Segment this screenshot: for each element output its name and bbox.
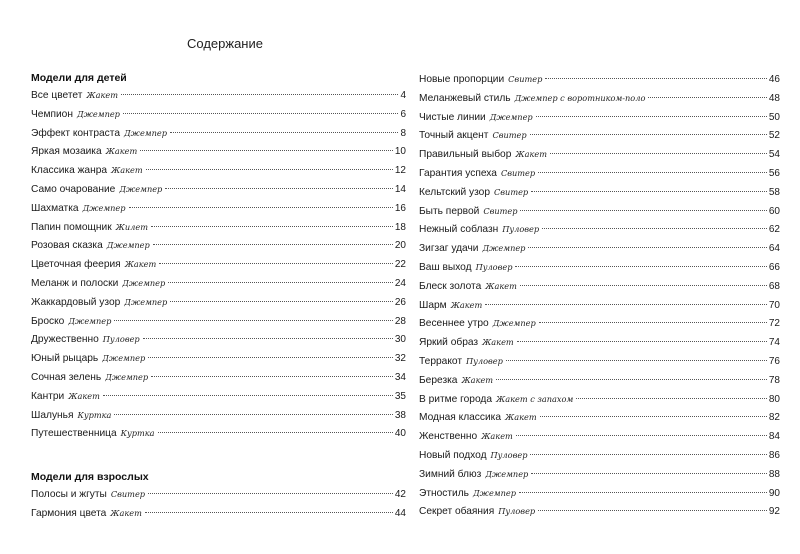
entry-title: Шарм (419, 299, 447, 311)
entry-garment-type: Свитер (494, 186, 529, 197)
contents-column-right (419, 70, 780, 521)
dot-leader (538, 171, 767, 173)
dot-leader (148, 492, 393, 494)
toc-entry[interactable] (419, 371, 780, 390)
toc-entry[interactable] (419, 108, 780, 127)
dot-leader (158, 431, 393, 433)
dot-leader (520, 209, 766, 211)
entry-garment-type: Жакет (111, 165, 143, 176)
entry-title: Модная классика (419, 412, 502, 424)
entry-page-number: 46 (768, 74, 780, 85)
toc-entry[interactable] (419, 484, 780, 503)
entry-garment-type: Жакет (68, 390, 100, 401)
toc-entry[interactable] (31, 142, 406, 161)
entry-garment-type: Жакет (482, 337, 514, 348)
entry-garment-type: Свитер (483, 205, 518, 216)
entry-page-number: 58 (768, 186, 780, 198)
toc-entry[interactable] (31, 218, 406, 237)
toc-entry[interactable] (31, 387, 406, 406)
dot-leader (531, 472, 767, 474)
page-title: Содержание (187, 36, 263, 51)
entry-page-number: 18 (394, 221, 406, 233)
entry-title: Меланжевый стиль (419, 92, 511, 104)
toc-entry[interactable] (31, 424, 406, 443)
entry-title: Зимний блюз (419, 468, 482, 480)
entry-title: Терракот (419, 355, 462, 367)
entry-title: Ваш выход (419, 261, 472, 273)
entry-garment-type: Жакет (124, 259, 157, 270)
toc-entry[interactable] (419, 70, 780, 89)
entry-page-number: 34 (394, 371, 406, 383)
dot-leader (146, 168, 393, 170)
dot-leader (515, 265, 766, 267)
toc-entry[interactable] (419, 465, 780, 484)
entry-garment-type: Пуловер (490, 449, 528, 460)
dot-leader (542, 227, 767, 229)
entry-title: Новый подход (419, 449, 487, 461)
entry-title: В ритме города (419, 393, 493, 405)
entry-title: Кантри (31, 390, 65, 402)
dot-leader (148, 356, 393, 358)
toc-entry[interactable] (419, 277, 780, 296)
entry-garment-type: Жакет (485, 280, 517, 291)
toc-entry[interactable] (31, 236, 406, 255)
entry-title: Точный акцент (419, 130, 489, 142)
entry-title: Юный рыцарь (31, 353, 99, 365)
entry-page-number: 72 (768, 318, 780, 330)
entry-garment-type: Джемпер (105, 371, 149, 382)
entry-page-number: 56 (768, 167, 780, 179)
toc-entry[interactable] (31, 312, 406, 331)
dot-leader (528, 246, 766, 248)
entry-garment-type: Джемпер (482, 243, 526, 254)
dot-leader (530, 453, 766, 455)
entry-title: Зигзаг удачи (419, 243, 479, 255)
toc-entry[interactable] (419, 408, 780, 427)
toc-entry[interactable] (31, 504, 406, 523)
entry-page-number: 90 (768, 487, 780, 499)
entry-page-number: 60 (768, 205, 780, 217)
entry-garment-type: Джемпер (124, 296, 168, 307)
entry-title: Путешественница (31, 428, 117, 440)
entry-garment-type: Пуловер (466, 355, 503, 366)
entry-title: Цветочная феерия (31, 259, 121, 271)
entry-title: Этностиль (419, 487, 469, 499)
toc-entry[interactable] (419, 145, 780, 164)
toc-entry[interactable] (419, 220, 780, 239)
dot-leader (648, 96, 767, 98)
dot-leader (506, 359, 767, 361)
entry-title: Само очарование (31, 183, 116, 195)
entry-page-number: 80 (768, 393, 780, 405)
entry-page-number: 28 (394, 315, 406, 327)
entry-title: Секрет обаяния (419, 506, 495, 518)
entry-title: Броско (31, 315, 65, 327)
entry-title: Классика жанра (31, 165, 108, 177)
entry-page-number: 26 (394, 296, 406, 308)
entry-title: Кельтский узор (419, 186, 491, 198)
dot-leader (129, 206, 393, 208)
toc-entry[interactable] (31, 406, 406, 425)
entry-title: Дружественно (31, 334, 99, 346)
entry-page-number: 16 (394, 202, 406, 214)
dot-leader (530, 133, 767, 135)
entry-title: Все цветет (31, 90, 83, 101)
dot-leader (123, 112, 399, 114)
entry-page-number: 70 (768, 299, 780, 311)
entry-garment-type: Джемпер с воротником-поло (514, 92, 646, 103)
entry-title: Правильный выбор (419, 149, 512, 161)
entry-garment-type: Свитер (500, 167, 536, 178)
contents-list-adults (31, 485, 406, 523)
toc-entry[interactable] (419, 352, 780, 371)
entry-garment-type: Джемпер (102, 353, 146, 364)
entry-garment-type: Жакет (505, 412, 537, 423)
entry-title: Чистые линии (419, 111, 486, 123)
entry-page-number: 52 (768, 130, 780, 142)
entry-page-number: 42 (394, 489, 406, 501)
entry-page-number: 30 (394, 334, 406, 346)
entry-page-number: 84 (768, 431, 780, 443)
entry-garment-type: Жакет (461, 374, 494, 385)
dot-leader (114, 413, 393, 415)
contents-list-right (419, 70, 780, 521)
toc-entry[interactable] (31, 485, 406, 504)
toc-entry[interactable] (31, 105, 406, 124)
dot-leader (538, 509, 767, 511)
entry-title: Сочная зелень (31, 371, 102, 383)
entry-page-number: 44 (394, 507, 406, 519)
entry-page-number: 66 (768, 261, 780, 273)
entry-title: Полосы и жгуты (31, 489, 107, 501)
entry-garment-type: Жакет (515, 149, 547, 160)
toc-entry[interactable] (31, 161, 406, 180)
dot-leader (496, 378, 767, 380)
toc-entry[interactable] (31, 124, 406, 143)
entry-page-number: 76 (768, 355, 780, 367)
toc-entry[interactable] (419, 239, 780, 258)
entry-title: Березка (419, 374, 458, 386)
dot-leader (145, 511, 393, 513)
entry-garment-type: Жакет (105, 146, 138, 157)
entry-page-number: 40 (394, 428, 406, 440)
toc-entry[interactable] (419, 296, 780, 315)
dot-leader (550, 152, 767, 154)
entry-garment-type: Жакет (481, 431, 513, 442)
entry-title: Яркий образ (419, 337, 479, 349)
entry-title: Шалунья (31, 409, 74, 421)
dot-leader (159, 262, 393, 264)
toc-entry[interactable] (419, 427, 780, 446)
dot-leader (576, 397, 767, 399)
toc-entry[interactable] (31, 180, 406, 199)
entry-title: Блеск золота (419, 280, 482, 292)
entry-page-number: 74 (768, 337, 780, 349)
entry-garment-type: Жакет (86, 90, 118, 100)
entry-page-number: 4 (400, 90, 406, 101)
entry-page-number: 50 (768, 111, 780, 123)
entry-title: Шахматка (31, 202, 79, 214)
dot-leader (485, 303, 767, 305)
entry-garment-type: Джемпер (82, 202, 126, 213)
dot-leader (143, 337, 393, 339)
entry-page-number: 64 (768, 243, 780, 255)
entry-title: Весеннее утро (419, 318, 489, 330)
entry-page-number: 14 (394, 183, 406, 195)
entry-page-number: 68 (768, 280, 780, 292)
toc-entry[interactable] (31, 199, 406, 218)
entry-garment-type: Жакет (110, 507, 142, 518)
entry-page-number: 88 (768, 468, 780, 480)
toc-entry[interactable] (419, 502, 780, 521)
entry-page-number: 20 (394, 240, 406, 252)
dot-leader (170, 300, 393, 302)
toc-entry[interactable] (419, 446, 780, 465)
section-title-adults: Модели для взрослых (31, 471, 149, 484)
entry-title: Розовая сказка (31, 240, 103, 252)
entry-title: Жаккардовый узор (31, 296, 121, 308)
entry-garment-type: Джемпер (106, 240, 150, 251)
toc-entry[interactable] (31, 293, 406, 312)
dot-leader (151, 375, 393, 377)
entry-garment-type: Джемпер (122, 277, 166, 288)
dot-leader (121, 93, 398, 95)
toc-entry[interactable] (419, 390, 780, 409)
entry-page-number: 92 (768, 506, 780, 518)
entry-title: Женственно (419, 431, 478, 443)
entry-garment-type: Свитер (110, 489, 146, 500)
dot-leader (151, 225, 393, 227)
entry-page-number: 32 (394, 353, 406, 365)
dot-leader (519, 491, 767, 493)
section-title-kids: Модели для детей (31, 72, 127, 84)
dot-leader (520, 284, 767, 286)
entry-page-number: 6 (400, 108, 406, 120)
toc-entry[interactable] (31, 330, 406, 349)
entry-page-number: 8 (400, 127, 406, 139)
dot-leader (540, 415, 767, 417)
entry-page-number: 62 (768, 224, 780, 236)
toc-entry[interactable] (31, 274, 406, 293)
entry-title: Нежный соблазн (419, 224, 499, 236)
dot-leader (114, 319, 393, 321)
entry-title: Папин помощник (31, 221, 112, 233)
entry-garment-type: Джемпер (124, 127, 167, 138)
entry-page-number: 10 (394, 146, 406, 158)
toc-entry[interactable] (419, 89, 780, 108)
entry-garment-type: Джемпер (485, 468, 529, 479)
entry-garment-type: Джемпер (76, 108, 120, 119)
entry-garment-type: Джемпер (492, 318, 536, 329)
entry-title: Яркая мозаика (31, 146, 102, 158)
entry-page-number: 35 (394, 390, 406, 402)
entry-garment-type: Свитер (492, 130, 527, 141)
toc-entry[interactable] (419, 258, 780, 277)
contents-list-kids (31, 86, 406, 443)
toc-entry[interactable] (419, 202, 780, 221)
dot-leader (153, 243, 393, 245)
entry-garment-type: Куртка (120, 428, 155, 439)
dot-leader (165, 187, 393, 189)
toc-entry[interactable] (419, 126, 780, 145)
entry-garment-type: Свитер (508, 74, 543, 84)
entry-page-number: 38 (394, 409, 406, 421)
dot-leader (539, 321, 767, 323)
toc-entry[interactable] (31, 86, 406, 105)
dot-leader (545, 77, 767, 79)
dot-leader (103, 394, 393, 396)
contents-column-left (31, 70, 406, 523)
toc-entry[interactable] (419, 314, 780, 333)
entry-page-number: 78 (768, 374, 780, 386)
toc-entry[interactable] (31, 349, 406, 368)
entry-page-number: 86 (768, 449, 780, 461)
entry-page-number: 54 (768, 149, 780, 161)
entry-title: Гарантия успеха (419, 167, 497, 179)
entry-garment-type: Джемпер (489, 111, 533, 122)
toc-entry[interactable] (31, 368, 406, 387)
entry-title: Гармония цвета (31, 507, 107, 519)
entry-garment-type: Джемпер (68, 315, 112, 326)
dot-leader (140, 149, 393, 151)
entry-garment-type: Куртка (77, 409, 112, 420)
entry-page-number: 82 (768, 412, 780, 424)
entry-title: Быть первой (419, 205, 480, 217)
dot-leader (516, 434, 767, 436)
entry-title: Новые пропорции (419, 74, 505, 85)
entry-garment-type: Джемпер (472, 487, 516, 498)
entry-garment-type: Пуловер (502, 224, 540, 235)
toc-entry[interactable] (31, 255, 406, 274)
entry-garment-type: Пуловер (475, 261, 513, 272)
dot-leader (531, 190, 767, 192)
entry-page-number: 12 (394, 165, 406, 177)
entry-title: Меланж и полоски (31, 277, 119, 289)
dot-leader (536, 115, 767, 117)
entry-garment-type: Жилет (115, 221, 148, 232)
toc-entry[interactable] (419, 183, 780, 202)
entry-garment-type: Пуловер (498, 506, 536, 517)
entry-garment-type: Жакет с запахом (496, 393, 574, 404)
dot-leader (517, 340, 767, 342)
dot-leader (170, 131, 398, 133)
entry-page-number: 48 (768, 92, 780, 104)
entry-garment-type: Джемпер (119, 183, 163, 194)
entry-garment-type: Жакет (450, 299, 483, 310)
toc-entry[interactable] (419, 164, 780, 183)
toc-entry[interactable] (419, 333, 780, 352)
entry-garment-type: Пуловер (102, 334, 140, 345)
entry-title: Чемпион (31, 108, 73, 120)
entry-title: Эффект контраста (31, 127, 120, 139)
entry-page-number: 24 (394, 277, 406, 289)
dot-leader (168, 281, 393, 283)
entry-page-number: 22 (394, 259, 406, 271)
